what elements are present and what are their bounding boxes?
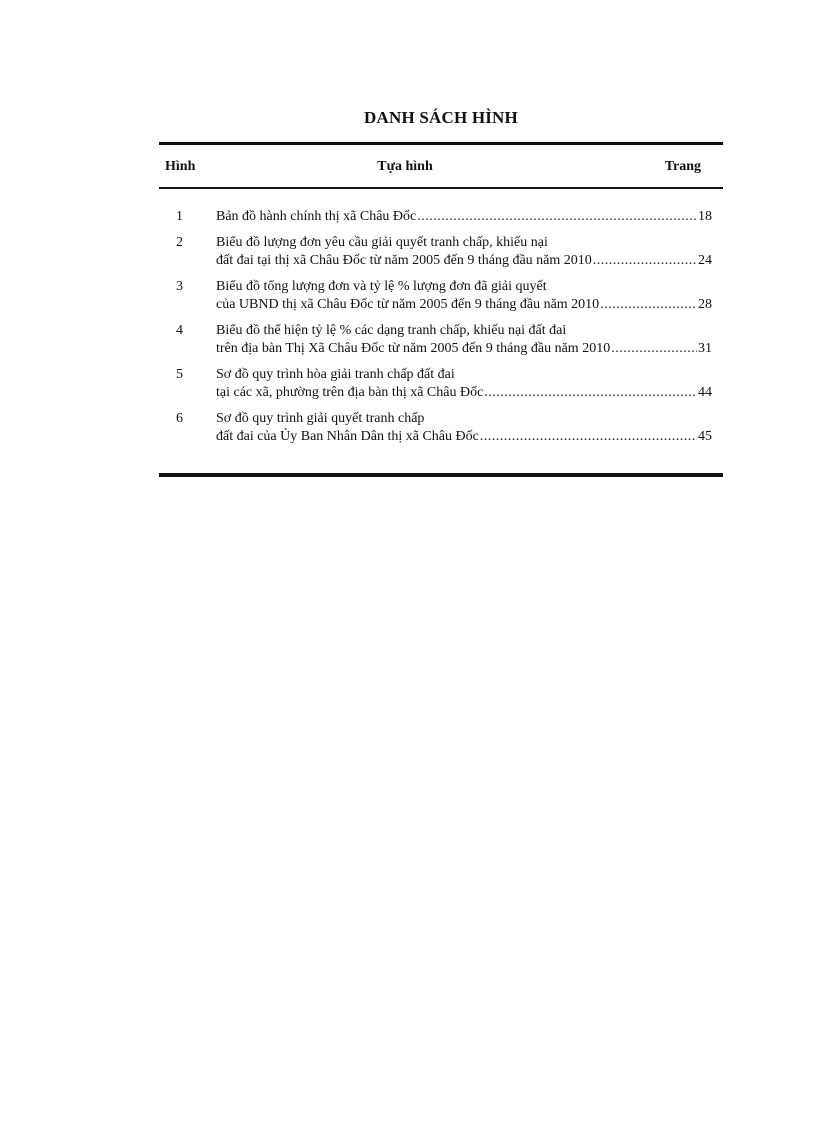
figure-title-block: [216, 234, 712, 270]
figure-page-number: 28: [698, 297, 712, 312]
column-header-page: Trang: [664, 159, 701, 174]
figure-title-text: đất đai của Ủy Ban Nhân Dân thị xã Châu Đốc: [216, 429, 479, 444]
leader-dots: [611, 340, 697, 358]
figure-title-text: tại các xã, phường trên địa bàn thị xã Châu Đốc: [216, 385, 484, 400]
figure-title-block: [216, 208, 712, 226]
figure-page-number: 44: [698, 385, 712, 400]
figure-number: 6: [176, 411, 183, 426]
figure-number: 5: [176, 367, 183, 382]
figure-entry[interactable]: [159, 322, 723, 358]
leader-dots: [484, 384, 697, 402]
figure-title-block: [216, 322, 712, 358]
figure-title-last-line: [216, 208, 712, 226]
figure-entry[interactable]: [159, 208, 723, 226]
figure-title-text: của UBND thị xã Châu Đốc từ năm 2005 đến 9 tháng đầu năm 2010: [216, 297, 600, 312]
figure-title-last-line: [216, 428, 712, 446]
leader-dots: [600, 296, 697, 314]
column-header-figure-title: Tựa hình: [377, 159, 433, 174]
figure-title-last-line: [216, 296, 712, 314]
figure-entry[interactable]: [159, 278, 723, 314]
figure-number: 4: [176, 323, 183, 338]
figure-entry[interactable]: [159, 366, 723, 402]
figure-title-line: Biểu đồ thể hiện tỷ lệ % các dạng tranh chấp, khiếu nại đất đai: [216, 323, 567, 338]
figure-title-text: Bản đồ hành chính thị xã Châu Đốc: [216, 209, 417, 224]
table-bottom-rule: [159, 473, 723, 477]
figure-page-number: 18: [698, 209, 712, 224]
table-header-rule: [159, 187, 723, 189]
figure-page-number: 45: [698, 429, 712, 444]
figure-title-block: [216, 278, 712, 314]
leader-dots: [480, 428, 697, 446]
figure-list: [159, 208, 723, 454]
figure-page-number: 31: [698, 341, 712, 356]
figure-title-last-line: [216, 340, 712, 358]
leader-dots: [593, 252, 697, 270]
figure-number: 1: [176, 209, 183, 224]
leader-dots: [417, 208, 697, 226]
figure-title-line: Biểu đồ tổng lượng đơn và tỷ lệ % lượng đơn đã giải quyết: [216, 279, 547, 294]
figure-title-text: đất đai tại thị xã Châu Đốc từ năm 2005 đến 9 tháng đầu năm 2010: [216, 253, 592, 268]
page-title: DANH SÁCH HÌNH: [364, 108, 518, 128]
column-header-figure-number: Hình: [165, 159, 196, 174]
figure-title-last-line: [216, 384, 712, 402]
figure-title-block: [216, 366, 712, 402]
figure-entry[interactable]: [159, 410, 723, 446]
figure-title-line: Sơ đồ quy trình giải quyết tranh chấp: [216, 411, 425, 426]
figure-number: 2: [176, 235, 183, 250]
figure-entry[interactable]: [159, 234, 723, 270]
figure-title-block: [216, 410, 712, 446]
figure-page-number: 24: [698, 253, 712, 268]
figure-title-line: Sơ đồ quy trình hòa giải tranh chấp đất đai: [216, 367, 455, 382]
table-top-rule: [159, 142, 723, 145]
figure-number: 3: [176, 279, 183, 294]
figure-title-last-line: [216, 252, 712, 270]
figure-title-text: trên địa bàn Thị Xã Châu Đốc từ năm 2005 đến 9 tháng đầu năm 2010: [216, 341, 611, 356]
figure-title-line: Biểu đồ lượng đơn yêu cầu giải quyết tranh chấp, khiếu nại: [216, 235, 548, 250]
